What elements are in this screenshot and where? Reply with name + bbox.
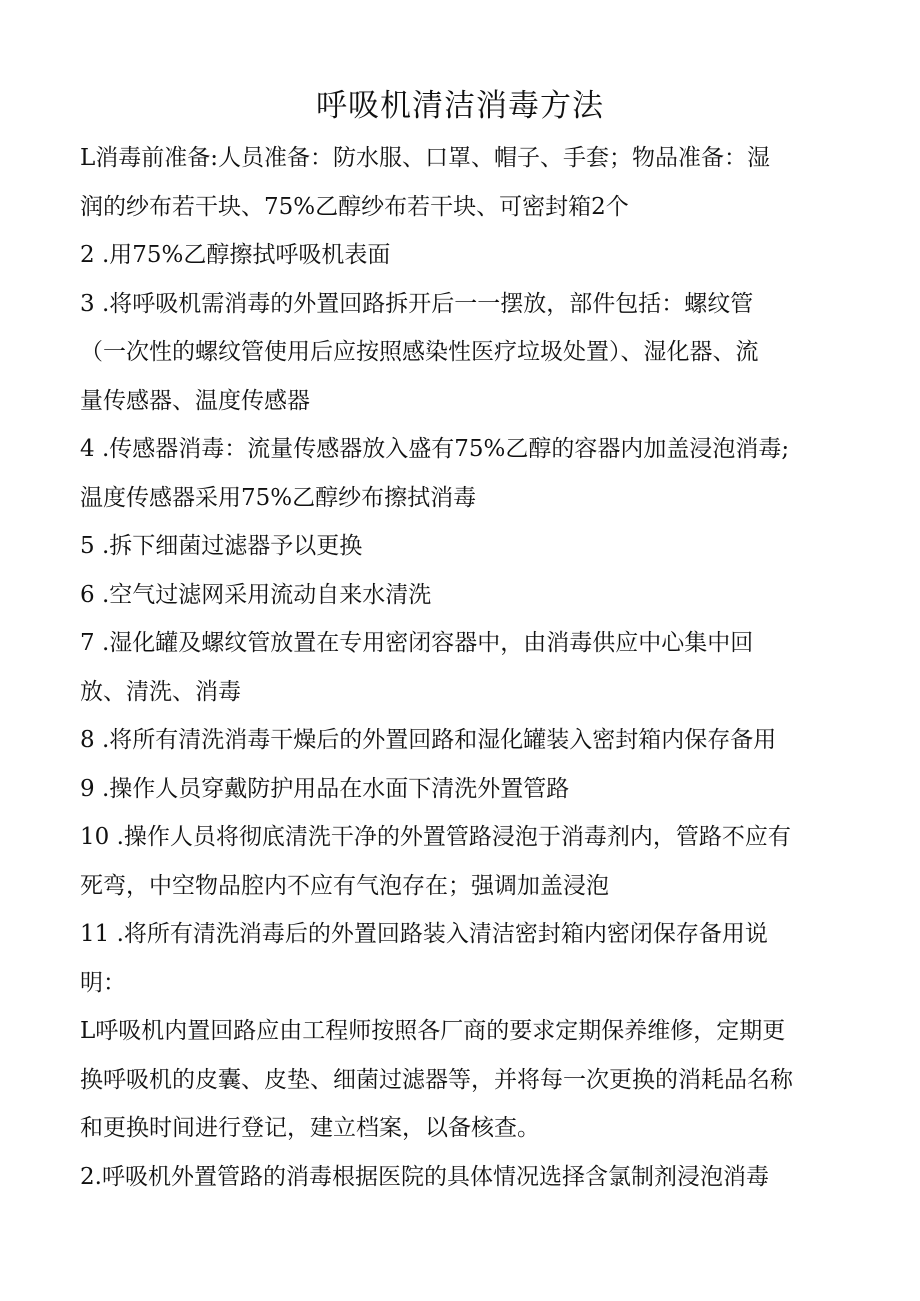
text-line: L消毒前准备:人员准备：防水服、口罩、帽子、手套；物品准备：湿 — [80, 145, 771, 171]
text-line: 和更换时间进行登记，建立档案，以备核查。 — [80, 1115, 540, 1141]
document-title: 呼吸机清洁消毒方法 — [316, 88, 604, 124]
text-line: 6 .空气过滤网采用流动自来水清洗 — [80, 581, 432, 608]
text-line: 温度传感器采用75%乙醇纱布擦拭消毒 — [80, 484, 477, 511]
text-line: 4 .传感器消毒：流量传感器放入盛有75%乙醇的容器内加盖浸泡消毒; — [80, 436, 790, 462]
text-line: 7 .湿化罐及螺纹管放置在专用密闭容器中，由消毒供应中心集中回 — [80, 630, 754, 656]
text-line: （一次性的螺纹管使用后应按照感染性医疗垃圾处置）、湿化器、流 — [80, 339, 759, 365]
text-line: 放、清洗、消毒 — [80, 678, 241, 705]
text-line: L呼吸机内置回路应由工程师按照各厂商的要求定期保养维修，定期更 — [80, 1018, 786, 1044]
text-line: 10 .操作人员将彻底清洗干净的外置管路浸泡于消毒剂内，管路不应有 — [80, 824, 791, 850]
text-line: 3 .将呼吸机需消毒的外置回路拆开后一一摆放，部件包括：螺纹管 — [80, 290, 754, 317]
text-line: 2.呼吸机外置管路的消毒根据医院的具体情况选择含氯制剂浸泡消毒 — [80, 1163, 769, 1190]
text-line: 9 .操作人员穿戴防护用品在水面下清洗外置管路 — [80, 775, 570, 802]
text-line: 润的纱布若干块、75%乙醇纱布若干块、可密封箱2个 — [80, 193, 629, 220]
text-line: 死弯，中空物品腔内不应有气泡存在；强调加盖浸泡 — [80, 872, 609, 899]
document-body — [80, 134, 860, 1201]
text-line: 换呼吸机的皮囊、皮垫、细菌过滤器等，并将每一次更换的消耗品名称 — [80, 1066, 793, 1093]
text-line: 量传感器、温度传感器 — [80, 387, 310, 414]
text-line: 8 .将所有清洗消毒干燥后的外置回路和湿化罐装入密封箱内保存备用 — [80, 727, 777, 753]
text-line: 明： — [80, 969, 126, 996]
text-line: 5 .拆下细菌过滤器予以更换 — [80, 533, 363, 559]
text-line: 11 .将所有清洗消毒后的外置回路装入清洁密封箱内密闭保存备用说 — [80, 921, 768, 947]
text-line: 2 .用75%乙醇擦拭呼吸机表面 — [80, 242, 391, 268]
